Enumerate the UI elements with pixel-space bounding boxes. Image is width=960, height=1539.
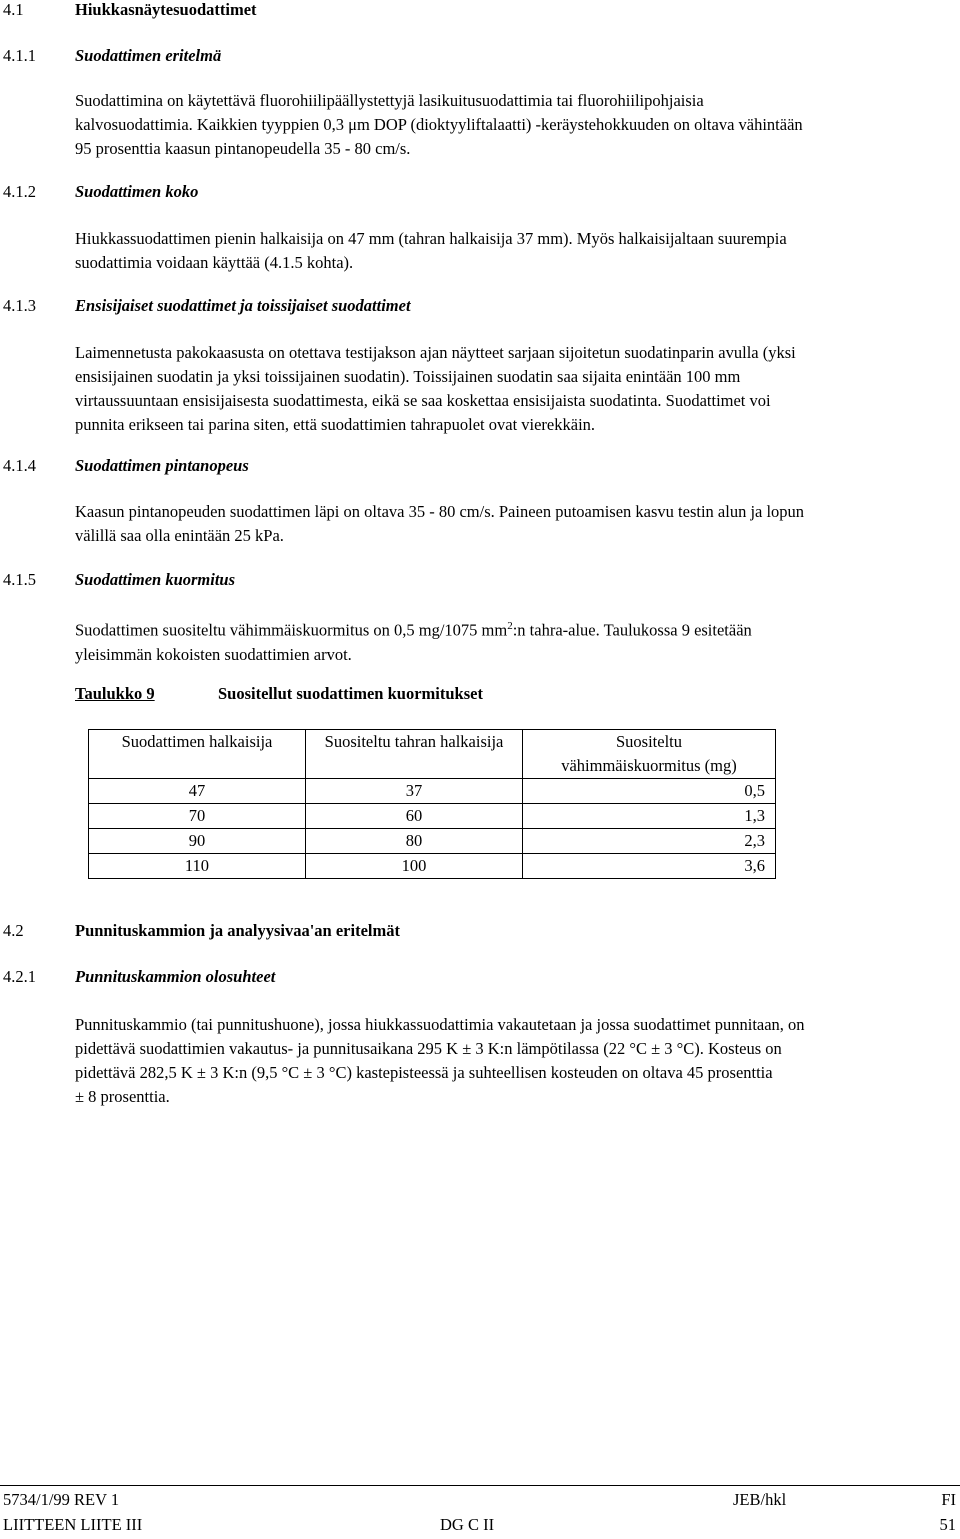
table-header-row xyxy=(89,730,776,779)
text-line: pidettävä 282,5 K ± 3 K:n (9,5 °C ± 3 °C) kastepisteessä ja suhteellisen kosteuden on oltava 45 prosenttia xyxy=(75,1063,773,1082)
text-segment: Suodattimen suositeltu vähimmäiskuormitus on 0,5 mg/1075 mm xyxy=(75,620,508,640)
table-cell: 90 xyxy=(89,829,306,854)
text-line: punnita erikseen tai parina siten, että suodattimien tahrapuolet ovat vierekkäin. xyxy=(75,415,596,434)
table-cell: 110 xyxy=(89,854,306,879)
text-line: kalvosuodattimia. Kaikkien tyyppien 0,3 μm DOP (dioktyyliftalaatti) -keräystehokkuuden on oltava vähintään xyxy=(75,115,803,134)
section-number: 4.1.5 xyxy=(3,570,36,589)
section-number: 4.1.4 xyxy=(3,456,36,475)
section-number: 4.1 xyxy=(3,0,24,19)
text-line: yleisimmän kokoisten suodattimien arvot. xyxy=(75,644,352,664)
text-line: suodattimia voidaan käyttää (4.1.5 kohta). xyxy=(75,253,354,272)
footer-language: FI xyxy=(941,1490,956,1509)
section-number: 4.2 xyxy=(3,921,24,940)
text-line: Punnituskammio (tai punnitushuone), jossa hiukkassuodattimia vakautetaan ja jossa suodattimet punnitaan, on xyxy=(75,1015,805,1034)
text-line: 95 prosenttia kaasun pintanopeudella 35 - 80 cm/s. xyxy=(75,139,411,158)
section-title: Punnituskammion ja analyysivaa'an eritelmät xyxy=(75,921,400,940)
table-header-cell xyxy=(523,730,776,779)
section-title: Hiukkasnäytesuodattimet xyxy=(75,0,257,19)
table-row xyxy=(89,804,776,829)
table-row xyxy=(89,854,776,879)
footer-doc-ref: 5734/1/99 REV 1 xyxy=(3,1490,120,1509)
section-title: Suodattimen koko xyxy=(75,182,199,201)
footer-divider xyxy=(0,1485,960,1486)
section-title: Punnituskammion olosuhteet xyxy=(75,967,276,986)
table-header-cell: Suodattimen halkaisija xyxy=(89,730,306,779)
text-segment: :n tahra-alue. Taulukossa 9 esitetään xyxy=(512,620,752,640)
header-line: Suositeltu xyxy=(615,732,682,751)
table-label: Taulukko 9 xyxy=(75,684,155,703)
table-cell: 60 xyxy=(306,804,523,829)
table-cell: 100 xyxy=(306,854,523,879)
section-number: 4.1.2 xyxy=(3,182,36,201)
section-title: Ensisijaiset suodattimet ja toissijaiset suodattimet xyxy=(75,296,411,315)
text-line: Suodattimina on käytettävä fluorohiilipäällystettyjä lasikuitusuodattimia tai fluorohiilipohjaisia xyxy=(75,91,704,110)
table-header-cell: Suositeltu tahran halkaisija xyxy=(306,730,523,779)
footer-dg: DG C II xyxy=(440,1515,495,1534)
paragraph xyxy=(75,89,955,161)
text-line: virtaussuuntaan ensisijaisesta suodattimesta, eikä se saa koskettaa ensisijaista suodatinta. Suodattimet voi xyxy=(75,391,771,410)
paragraph xyxy=(75,614,955,667)
superscript: 2 xyxy=(507,620,513,632)
footer-page-number: 51 xyxy=(939,1515,956,1534)
text-line: ensisijainen suodatin ja yksi toissijainen suodatin). Toissijainen suodatin saa sijaita enintään 100 mm xyxy=(75,367,741,386)
paragraph xyxy=(75,227,955,275)
text-line: Laimennetusta pakokaasusta on otettava testijakson ajan näytteet sarjaan sijoitetun suodatinparin avulla (yksi xyxy=(75,343,796,362)
text-line xyxy=(75,614,955,643)
table-cell: 37 xyxy=(306,779,523,804)
text-line: pidettävä suodattimien vakautus- ja punnitusaikana 295 K ± 3 K:n lämpötilassa (22 °C ± 3 °C). Kosteus on xyxy=(75,1039,782,1058)
data-table xyxy=(88,729,776,879)
paragraph xyxy=(75,341,955,437)
table-cell: 0,5 xyxy=(523,779,776,804)
section-number: 4.1.1 xyxy=(3,46,36,65)
text-line: ± 8 prosenttia. xyxy=(75,1087,170,1106)
footer-initials: JEB/hkl xyxy=(733,1490,787,1509)
table-cell: 2,3 xyxy=(523,829,776,854)
table-cell: 3,6 xyxy=(523,854,776,879)
header-line: vähimmäiskuormitus (mg) xyxy=(561,756,737,775)
section-title: Suodattimen eritelmä xyxy=(75,46,222,65)
table-row xyxy=(89,779,776,804)
paragraph xyxy=(75,500,955,548)
section-title: Suodattimen kuormitus xyxy=(75,570,236,589)
table-caption: Suositellut suodattimen kuormitukset xyxy=(218,684,483,703)
section-title: Suodattimen pintanopeus xyxy=(75,456,249,475)
table-cell: 47 xyxy=(89,779,306,804)
footer-annex: LIITTEEN LIITE III xyxy=(3,1515,143,1534)
text-line: Kaasun pintanopeuden suodattimen läpi on oltava 35 - 80 cm/s. Paineen putoamisen kasvu testin alun ja lopun xyxy=(75,502,805,521)
table-cell: 70 xyxy=(89,804,306,829)
section-number: 4.2.1 xyxy=(3,967,36,986)
table-cell: 80 xyxy=(306,829,523,854)
text-line: välillä saa olla enintään 25 kPa. xyxy=(75,526,284,545)
table-row xyxy=(89,829,776,854)
text-line: Hiukkassuodattimen pienin halkaisija on 47 mm (tahran halkaisija 37 mm). Myös halkaisijaltaan suurempia xyxy=(75,229,787,248)
section-number: 4.1.3 xyxy=(3,296,36,315)
table-cell: 1,3 xyxy=(523,804,776,829)
paragraph xyxy=(75,1013,955,1109)
